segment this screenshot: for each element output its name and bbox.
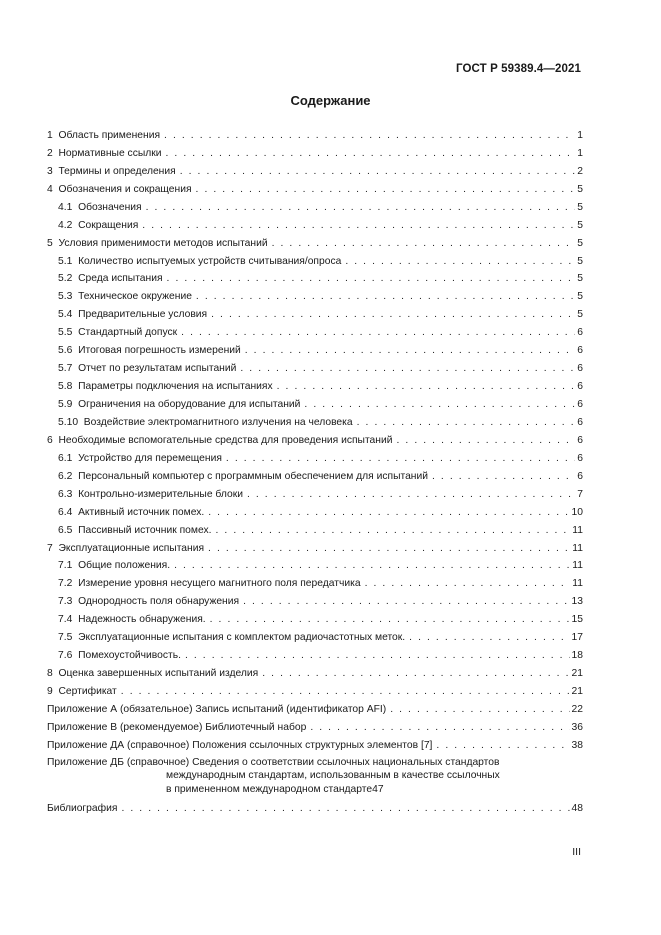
toc-entry-title: Контрольно-измерительные блоки <box>78 488 243 500</box>
toc-entry[interactable] <box>47 124 583 142</box>
toc-entry-title: Условия применимости методов испытаний <box>58 237 268 249</box>
toc-entry[interactable] <box>47 716 583 734</box>
toc-entry[interactable] <box>47 375 583 393</box>
toc-entry-title: Термины и определения <box>58 165 176 177</box>
toc-entry-page: 18 <box>571 650 583 662</box>
toc-entry[interactable] <box>47 160 583 178</box>
toc-entry[interactable] <box>47 232 583 250</box>
toc-entry-label <box>47 237 268 250</box>
toc-entry[interactable] <box>47 411 583 429</box>
toc-entry-title: Активный источник помех. <box>78 506 205 518</box>
toc-entry-page: 5 <box>577 273 583 285</box>
toc-entry-label <box>47 183 192 196</box>
toc-entry-page: 6 <box>577 363 583 375</box>
toc-entry[interactable] <box>47 393 583 411</box>
toc-entry[interactable] <box>47 465 583 483</box>
toc-entry-number: 7.1 <box>58 560 73 572</box>
toc-entry-number: 3 <box>47 165 53 177</box>
toc-entry-title: Надежность обнаружения. <box>78 614 206 626</box>
page-number: III <box>572 846 581 858</box>
toc-leader-dots <box>146 201 576 214</box>
toc-entry-page: 48 <box>571 802 583 814</box>
toc-entry[interactable] <box>47 698 583 716</box>
toc-entry-number: 5.9 <box>58 399 73 410</box>
toc-entry[interactable] <box>47 519 583 537</box>
toc-entry-number: 6 <box>47 434 53 446</box>
toc-entry-title: Сертификат <box>58 686 117 697</box>
toc-entry-title: Помехоустойчивость. <box>78 650 181 662</box>
toc-entry-title: Ограничения на оборудование для испытаний <box>78 399 301 410</box>
toc-entry-number: 6.1 <box>58 452 73 464</box>
toc-entry-number: 6.4 <box>58 506 73 518</box>
toc-entry-page: 15 <box>571 614 583 626</box>
toc-entry-number: 5.4 <box>58 309 73 321</box>
toc-entry-title: Стандартный допуск <box>78 327 178 339</box>
toc-entry-number: 6.2 <box>58 470 73 482</box>
toc-entry-label <box>58 344 241 357</box>
toc-entry-label <box>47 434 392 447</box>
toc-leader-dots <box>310 721 569 734</box>
toc-entry-number: 5.3 <box>58 291 73 303</box>
toc-leader-dots <box>272 237 576 250</box>
toc-entry-page: 7 <box>577 488 583 500</box>
toc-entry-number: 7.6 <box>58 650 73 662</box>
toc-entry[interactable] <box>47 214 583 232</box>
toc-entry[interactable] <box>47 339 583 357</box>
toc-entry-label <box>47 147 162 160</box>
toc-entry-label <box>58 219 138 232</box>
toc-entry-title: Приложение А (обязательное) Запись испытаний (идентификатор AFI) <box>47 703 387 715</box>
toc-entry[interactable] <box>47 285 583 303</box>
toc-entry[interactable] <box>47 608 583 626</box>
toc-entry-label <box>47 129 160 142</box>
toc-entry-number: 4.1 <box>58 201 73 213</box>
toc-entry-page: 47 <box>372 784 384 795</box>
toc-leader-dots <box>226 452 575 465</box>
toc-entry-page: 11 <box>572 560 583 572</box>
toc-entry-page: 5 <box>577 309 583 321</box>
toc-leader-dots <box>240 362 575 375</box>
toc-entry-number: 9 <box>47 686 53 697</box>
toc-entry[interactable] <box>47 303 583 321</box>
toc-leader-dots <box>174 559 570 572</box>
toc-entry-page: 1 <box>577 147 583 159</box>
toc-entry-title: Пассивный источник помех. <box>78 524 212 536</box>
toc-entry-number: 4.2 <box>58 219 73 231</box>
toc-entry-page: 11 <box>572 524 583 536</box>
toc-entry-label <box>47 703 386 716</box>
toc-entry[interactable] <box>47 483 583 501</box>
toc-entry-title-line: Приложение ДБ (справочное) Сведения о соответствии ссылочных национальных стандартов <box>47 756 500 768</box>
toc-entry-label <box>58 416 353 429</box>
toc-leader-dots <box>167 272 576 285</box>
toc-leader-dots <box>196 183 576 196</box>
toc-entry-number: 7 <box>47 542 53 554</box>
toc-entry-label <box>47 802 117 815</box>
toc-entry-label <box>58 308 207 321</box>
toc-entry-title: Отчет по результатам испытаний <box>78 363 237 375</box>
toc-entry-label <box>58 272 163 285</box>
toc-entry-page: 5 <box>577 201 583 213</box>
toc-entry-title-line: в примененном международном стандарте <box>166 784 373 795</box>
toc-entry-number: 5 <box>47 237 53 249</box>
toc-leader-dots <box>211 308 575 321</box>
toc-leader-dots <box>245 344 576 357</box>
toc-entry[interactable] <box>47 537 583 555</box>
toc-entry-label <box>58 470 428 483</box>
toc-entry-title: Нормативные ссылки <box>58 147 162 159</box>
toc-entry[interactable] <box>47 555 583 573</box>
toc-entry[interactable] <box>47 501 583 519</box>
toc-entry-number: 5.1 <box>58 255 73 267</box>
toc-entry-label <box>58 380 273 393</box>
toc-entry[interactable] <box>47 178 583 196</box>
toc-leader-dots <box>210 613 570 626</box>
toc-entry-label <box>58 649 181 662</box>
toc-entry-page: 6 <box>577 434 583 446</box>
toc-entry[interactable] <box>47 268 583 286</box>
toc-entry-page: 5 <box>577 183 583 195</box>
toc-entry-bibliography[interactable] <box>47 797 583 815</box>
toc-entry[interactable] <box>47 250 583 268</box>
toc-entry-label <box>58 290 192 303</box>
toc-entry-title: Среда испытания <box>78 273 163 285</box>
toc-entry-number: 5.10 <box>58 416 79 428</box>
toc-entry-title: Предварительные условия <box>78 309 208 321</box>
toc-entry-page: 11 <box>572 542 583 554</box>
toc-leader-dots <box>396 434 575 447</box>
document-id: ГОСТ Р 59389.4—2021 <box>456 63 581 75</box>
toc-entry[interactable] <box>47 429 583 447</box>
toc-entry-page: 6 <box>577 416 583 428</box>
toc-entry-title: Обозначения и сокращения <box>58 183 192 195</box>
toc-entry-label <box>47 721 306 734</box>
toc-entry-number: 5.7 <box>58 363 73 375</box>
toc-entry-title: Эксплуатационные испытания с комплектом радиочастотных меток. <box>78 632 406 644</box>
toc-entry-label <box>58 524 211 537</box>
toc-entry-number: 5.2 <box>58 273 73 285</box>
table-of-contents <box>47 124 583 815</box>
toc-leader-dots <box>262 667 569 680</box>
toc-entry-number: 5.6 <box>58 345 73 357</box>
toc-entry-title: Приложение ДА (справочное) Положения ссылочных структурных элементов [7] <box>47 739 433 751</box>
toc-entry-label <box>47 685 117 698</box>
toc-entry-title: Общие положения. <box>78 560 171 572</box>
toc-entry-label <box>58 559 170 572</box>
toc-entry-page: 10 <box>571 506 583 518</box>
toc-leader-dots <box>121 685 570 698</box>
toc-leader-dots <box>247 488 575 501</box>
toc-leader-dots <box>121 802 569 815</box>
toc-entry-page: 6 <box>577 452 583 464</box>
toc-entry-title: Параметры подключения на испытаниях <box>78 381 273 393</box>
toc-entry[interactable] <box>47 142 583 160</box>
toc-entry-last-line <box>47 783 583 797</box>
toc-entry-page: 5 <box>577 219 583 231</box>
toc-entry-page: 6 <box>577 399 583 410</box>
toc-entry-title-line: международным стандартам, использованным в качестве ссылочных <box>166 770 500 782</box>
toc-entry-page: 2 <box>577 165 583 177</box>
toc-entry-number: 2 <box>47 147 53 159</box>
toc-entry[interactable] <box>47 590 583 608</box>
page-title: Содержание <box>290 93 371 108</box>
toc-entry-label <box>58 631 405 644</box>
toc-entry-label <box>58 488 243 501</box>
toc-entry-label <box>58 201 142 214</box>
toc-leader-dots <box>208 542 570 555</box>
toc-entry[interactable] <box>47 734 583 752</box>
toc-leader-dots <box>345 255 575 268</box>
toc-entry-page: 36 <box>571 721 583 733</box>
toc-leader-dots <box>142 219 575 232</box>
toc-entry-appendix-db[interactable] <box>47 756 583 797</box>
toc-leader-dots <box>304 398 575 411</box>
toc-entry-number: 1 <box>47 129 53 141</box>
toc-entry-label <box>58 595 239 608</box>
toc-leader-dots <box>243 595 569 608</box>
toc-entry-title: Библиография <box>47 802 118 814</box>
toc-leader-dots <box>181 326 575 339</box>
toc-entry-number: 7.5 <box>58 632 73 644</box>
toc-entry-page: 5 <box>577 255 583 267</box>
toc-entry-page: 6 <box>577 327 583 339</box>
toc-entry-title: Приложение В (рекомендуемое) Библиотечный набор <box>47 721 307 733</box>
toc-entry[interactable] <box>47 196 583 214</box>
toc-entry-page: 11 <box>572 578 583 590</box>
toc-entry-page: 5 <box>577 237 583 249</box>
toc-entry-number: 7.4 <box>58 614 73 626</box>
toc-leader-dots <box>432 470 575 483</box>
toc-entry-page: 6 <box>577 345 583 357</box>
toc-entry-title: Необходимые вспомогательные средства для проведения испытаний <box>58 434 393 446</box>
toc-entry-page: 6 <box>577 470 583 482</box>
toc-entry-title: Устройство для перемещения <box>78 452 222 464</box>
toc-entry-label <box>58 326 177 339</box>
toc-leader-dots <box>436 739 569 752</box>
toc-entry-page: 1 <box>577 129 583 141</box>
toc-entry[interactable] <box>47 572 583 590</box>
toc-entry-title: Итоговая погрешность измерений <box>78 345 241 357</box>
toc-leader-dots <box>357 416 576 429</box>
toc-leader-dots <box>180 165 576 178</box>
toc-leader-dots <box>215 524 570 537</box>
toc-entry-page: 6 <box>577 381 583 393</box>
toc-entry-number: 5.8 <box>58 381 73 393</box>
toc-entry-page: 21 <box>571 668 583 680</box>
toc-entry-label <box>47 739 432 752</box>
toc-leader-dots <box>166 147 576 160</box>
toc-leader-dots <box>164 129 575 142</box>
toc-entry-page: 22 <box>571 703 583 715</box>
toc-entry-label <box>47 542 204 555</box>
toc-leader-dots <box>196 290 575 303</box>
toc-entry-title: Оценка завершенных испытаний изделия <box>58 668 259 680</box>
toc-entry-page: 38 <box>571 739 583 751</box>
toc-entry-label <box>47 165 176 178</box>
toc-entry-title: Персональный компьютер с программным обеспечением для испытаний <box>78 470 428 482</box>
toc-entry-label <box>58 613 206 626</box>
toc-entry-label <box>58 506 204 519</box>
toc-entry-title: Воздействие электромагнитного излучения на человека <box>83 416 353 428</box>
toc-entry-label <box>58 398 300 411</box>
toc-entry-number: 6.5 <box>58 524 73 536</box>
toc-leader-dots <box>390 703 569 716</box>
toc-entry-page: 5 <box>577 291 583 303</box>
toc-entry-number: 7.2 <box>58 578 73 590</box>
toc-entry-title: Обозначения <box>78 201 142 213</box>
toc-entry-title: Эксплуатационные испытания <box>58 542 205 554</box>
toc-entry-title: Область применения <box>58 129 161 141</box>
toc-entry-label <box>47 667 258 680</box>
toc-entry-title: Количество испытуемых устройств считывания/опроса <box>78 255 342 267</box>
toc-entry[interactable] <box>47 447 583 465</box>
toc-entry-page: 21 <box>571 686 583 697</box>
toc-entry[interactable] <box>47 321 583 339</box>
toc-entry-title: Измерение уровня несущего магнитного поля передатчика <box>78 578 361 590</box>
toc-leader-dots <box>277 380 576 393</box>
toc-entry-label <box>58 362 236 375</box>
toc-entry-label <box>58 255 341 268</box>
toc-entry[interactable] <box>47 644 583 662</box>
toc-entry-number: 5.5 <box>58 327 73 339</box>
toc-entry-page: 13 <box>571 596 583 608</box>
toc-entry-title: Однородность поля обнаружения <box>78 596 240 608</box>
toc-entry-number: 8 <box>47 668 53 680</box>
toc-entry[interactable] <box>47 662 583 680</box>
toc-leader-dots <box>365 577 571 590</box>
toc-leader-dots <box>208 506 569 519</box>
toc-entry-number: 7.3 <box>58 596 73 608</box>
toc-entry[interactable] <box>47 626 583 644</box>
toc-entry-number: 4 <box>47 183 53 195</box>
toc-entry[interactable] <box>47 680 583 698</box>
toc-entry-title: Сокращения <box>78 219 139 231</box>
toc-entry-title: Техническое окружение <box>78 291 192 303</box>
toc-entry-page: 17 <box>571 632 583 644</box>
toc-entry-label <box>58 452 222 465</box>
toc-entry[interactable] <box>47 357 583 375</box>
toc-entry-label <box>58 577 361 590</box>
toc-leader-dots <box>409 631 569 644</box>
toc-leader-dots <box>185 649 570 662</box>
toc-entry-number: 6.3 <box>58 488 73 500</box>
